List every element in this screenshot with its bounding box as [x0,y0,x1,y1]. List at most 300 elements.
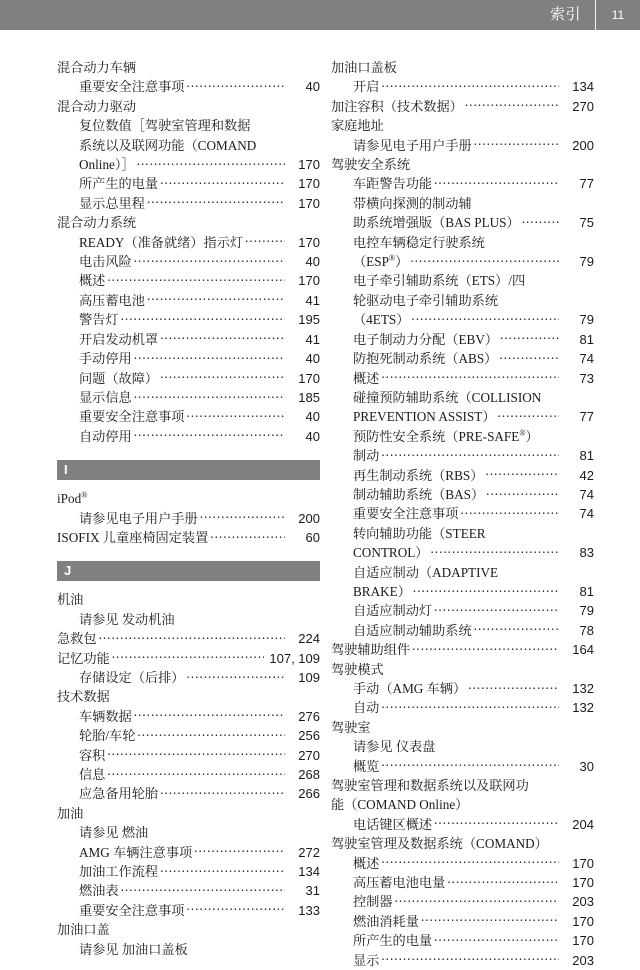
index-entry-label: READY（准备就绪）指示灯 [79,234,244,250]
index-entry-sub[interactable] [331,698,594,717]
index-entry-label: 预防性安全系统（PRE-SAFE®） [353,428,539,444]
index-entry-page-number: 200 [572,137,594,153]
index-entry-sub[interactable] [331,271,594,290]
dot-leader [381,370,559,383]
index-entry-sub[interactable] [57,330,320,349]
dot-leader [381,758,559,771]
index-entry-sub[interactable] [57,271,320,290]
index-entry-page-number: 75 [579,215,594,231]
index-entry-page-number: 109 [298,669,320,685]
index-entry-sub[interactable] [57,940,320,959]
index-entry-page-number: 272 [298,844,320,860]
index-entry-page-number: 276 [298,708,320,724]
index-entry-sub[interactable] [57,369,320,388]
dot-leader [160,863,285,876]
index-entry-label: 电击风险 [79,254,132,270]
index-entry-label: 警告灯 [79,312,119,328]
index-entry-label: 转向辅助功能（STEER [353,525,486,541]
index-entry-main[interactable] [331,155,594,174]
dot-leader [410,253,559,266]
index-entry-label: 助系统增强版（BAS PLUS） [353,215,520,231]
index-entry-label: 存储设定（后排） [79,669,185,685]
dot-leader [107,747,285,760]
index-entry-page-number: 170 [298,370,320,386]
index-entry-page-number: 42 [579,467,594,483]
index-entry-page-number: 30 [579,758,594,774]
index-entry-sub[interactable] [57,881,320,900]
index-entry-sub[interactable] [57,116,320,135]
index-entry-page-number: 77 [579,176,594,192]
index-entry-page-number: 170 [298,195,320,211]
index-entry-label: Online）］ [79,157,135,173]
index-entry-sub[interactable] [331,466,594,485]
index-entry-page-number: 73 [579,370,594,386]
index-entry-label: 混合动力车辆 [57,60,137,75]
dot-leader [465,98,559,111]
dot-leader [160,785,285,798]
index-entry-sub[interactable] [331,524,594,543]
index-entry-sub[interactable] [331,504,594,523]
index-entry-label: 所产生的电量 [353,933,433,949]
index-content [0,30,640,968]
index-entry-sub[interactable] [331,931,594,950]
index-entry-main[interactable] [331,640,594,659]
index-entry-label: 自动停用 [79,428,132,444]
index-entry-sub[interactable] [331,873,594,892]
dot-leader [434,816,559,829]
index-entry-sub[interactable] [331,737,594,756]
index-entry-label: 请参见 发动机油 [79,611,175,627]
index-entry-label: 驾驶室管理及数据系统（COMAND） [331,836,548,852]
index-entry-page-number: 132 [572,700,594,716]
index-entry-label: 请参见电子用户手册 [353,137,472,153]
index-entry-label: PREVENTION ASSIST） [353,409,496,425]
index-entry-label: 请参见 仪表盘 [353,739,436,755]
index-entry-page-number: 170 [298,157,320,173]
index-entry-page-number: 40 [305,409,320,425]
dot-leader [499,350,559,363]
index-entry-sub[interactable] [57,668,320,687]
section-letter-bar [57,460,320,480]
index-entry-label: （4ETS） [353,312,410,328]
index-entry-main[interactable] [57,804,320,823]
index-entry-label: CONTROL） [353,545,429,561]
index-entry-sub[interactable] [57,233,320,252]
index-entry-sub[interactable] [331,892,594,911]
index-entry-label: 概述 [353,855,380,871]
index-entry-sub[interactable] [331,854,594,873]
index-entry-page-number: 164 [572,642,594,658]
index-entry-sub[interactable] [331,213,594,232]
index-entry-page-number: 170 [572,855,594,871]
dot-leader [461,505,560,518]
index-entry-page-number: 31 [305,883,320,899]
index-entry-page-number: 134 [572,79,594,95]
index-entry-label: 加注容积（技术数据） [331,98,463,114]
dot-leader [485,467,559,480]
index-entry-main[interactable] [331,97,594,116]
index-entry-label: 应急备用轮胎 [79,786,159,802]
index-entry-sub[interactable] [57,610,320,629]
index-entry-label: 混合动力驱动 [57,98,137,114]
dot-leader [147,195,285,208]
dot-leader [134,428,285,441]
index-entry-main[interactable] [57,920,320,939]
index-entry-page-number: 81 [579,583,594,599]
dot-leader [134,253,285,266]
index-entry-label: 重要安全注意事项 [79,409,185,425]
index-entry-sub[interactable] [57,901,320,920]
index-entry-sub[interactable] [331,446,594,465]
registered-mark-icon: ® [519,428,526,438]
dot-leader [381,447,559,460]
dot-leader [381,952,559,965]
dot-leader [112,650,265,663]
index-entry-main[interactable] [331,116,594,135]
index-entry-sub[interactable] [331,679,594,698]
index-entry-page-number: 74 [579,506,594,522]
dot-leader [447,874,559,887]
dot-leader [121,882,285,895]
index-entry-page-number: 77 [579,409,594,425]
index-entry-sub[interactable] [57,388,320,407]
index-entry-page-number: 170 [572,933,594,949]
index-entry-page-number: 170 [298,273,320,289]
index-entry-page-number: 132 [572,681,594,696]
index-entry-label: 高压蓄电池 [79,292,145,308]
index-entry-sub[interactable] [331,912,594,931]
index-entry-page-number: 74 [579,351,594,367]
index-entry-page-number: 40 [305,254,320,270]
index-entry-label-suffix: ） [395,254,409,270]
page-title: 索引 [549,6,581,23]
index-entry-sub[interactable] [57,862,320,881]
dot-leader [137,727,285,740]
index-entry-label: 燃油消耗量 [353,913,419,929]
page-number: 11 [611,8,625,22]
index-entry-label: 开启 [353,79,380,95]
index-entry-sub[interactable] [331,310,594,329]
index-entry-sub[interactable] [57,427,320,446]
index-entry-label-suffix: ） [525,428,539,444]
index-entry-main[interactable] [57,649,320,668]
dot-leader [486,486,559,499]
index-entry-sub[interactable] [57,746,320,765]
index-entry-sub[interactable] [331,815,594,834]
index-entry-label: 防抱死制动系统（ABS） [353,351,498,367]
section-letter: J [64,563,72,579]
dot-leader [99,630,285,643]
index-entry-label: 重要安全注意事项 [79,902,185,918]
index-entry-main[interactable] [57,213,320,232]
index-entry-main[interactable] [57,97,320,116]
index-column-left [57,58,320,959]
index-entry-page-number: 270 [298,747,320,763]
dot-leader [434,602,559,615]
index-entry-label: 问题（故障） [79,370,159,386]
index-entry-label: 容积 [79,747,106,763]
index-entry-page-number: 195 [298,312,320,328]
dot-leader [160,331,285,344]
index-entry-label: 能（COMAND Online） [331,797,469,813]
dot-leader [107,272,285,285]
dot-leader [381,855,559,868]
index-entry-label: 车辆数据 [79,708,132,724]
index-entry-sub[interactable] [57,726,320,745]
index-entry-sub[interactable] [331,369,594,388]
dot-leader [498,408,559,421]
index-entry-main[interactable] [57,629,320,648]
index-entry-label: ISOFIX 儿童座椅固定装置 [57,529,209,545]
index-entry-page-number: 134 [298,864,320,880]
dot-leader [395,893,559,906]
index-entry-sub[interactable] [57,310,320,329]
index-entry-page-number: 79 [579,254,594,270]
dot-leader [187,669,286,682]
index-entry-sub[interactable] [331,543,594,562]
index-entry-page-number: 79 [579,312,594,328]
index-entry-label: 自适应制动辅助系统 [353,622,472,638]
index-entry-page-number: 170 [298,176,320,192]
index-entry-page-number: 107, 109 [269,650,320,666]
index-entry-sub[interactable] [331,407,594,426]
index-entry-label: 概览 [353,758,380,774]
index-entry-sub[interactable] [331,291,594,310]
section-letter: I [64,462,68,478]
index-entry-label: 自适应制动灯 [353,603,433,619]
dot-leader [134,389,285,402]
dot-leader [194,844,285,857]
index-entry-label: 驾驶安全系统 [331,157,411,173]
index-entry-label: 加油工作流程 [79,864,159,880]
index-entry-label: BRAKE） [353,583,411,599]
index-entry-label: 控制器 [353,894,393,910]
index-entry-main[interactable] [57,58,320,77]
index-entry-page-number: 203 [572,894,594,910]
index-entry-sub[interactable] [331,563,594,582]
index-entry-main[interactable] [57,590,320,609]
index-entry-label: 带横向探测的制动辅 [353,195,472,211]
dot-leader [474,622,559,635]
index-entry-page-number: 203 [572,952,594,968]
index-entry-page-number: 185 [298,389,320,405]
index-entry-label: 技术数据 [57,689,110,705]
index-entry-label: 重要安全注意事项 [79,79,185,95]
index-entry-label: 再生制动系统（RBS） [353,467,484,483]
index-entry-main[interactable] [57,528,320,547]
dot-leader [137,156,285,169]
index-entry-page-number: 41 [305,292,320,308]
index-entry-page-number: 270 [572,98,594,114]
index-entry-sub[interactable] [331,951,594,970]
index-entry-sub[interactable] [57,291,320,310]
index-entry-page-number: 83 [579,545,594,561]
dot-leader [134,350,285,363]
index-entry-sub[interactable] [57,707,320,726]
index-entry-label: 轮驱动电子牵引辅助系统 [353,292,499,308]
index-entry-label: 显示 [353,952,380,968]
index-entry-page-number: 266 [298,786,320,802]
index-entry-main[interactable] [57,687,320,706]
dot-leader [134,708,285,721]
index-entry-sub[interactable] [57,174,320,193]
index-entry-label: 请参见 加油口盖板 [79,941,188,957]
index-entry-label: 轮胎/车轮 [79,728,136,744]
index-entry-page-number: 170 [572,875,594,891]
index-entry-label: 车距警告功能 [353,176,433,192]
index-entry-label: 电子制动力分配（EBV） [353,331,499,347]
index-entry-main[interactable] [57,489,320,508]
index-entry-sub[interactable] [331,136,594,155]
dot-leader [381,699,559,712]
dot-leader [421,913,559,926]
index-entry-label: 请参见 燃油 [79,825,149,841]
index-entry-sub[interactable] [57,765,320,784]
index-entry-sub[interactable] [331,757,594,776]
index-entry-label: 请参见电子用户手册 [79,510,198,526]
index-entry-label: 家庭地址 [331,118,384,134]
index-entry-label: 自适应制动（ADAPTIVE [353,564,499,580]
index-entry-sub[interactable] [57,349,320,368]
index-entry-page-number: 78 [579,622,594,638]
index-entry-label: 手动（AMG 车辆） [353,681,467,696]
index-entry-main[interactable] [331,660,594,679]
index-entry-label: 高压蓄电池电量 [353,875,446,891]
index-entry-main[interactable] [331,58,594,77]
index-entry-sub[interactable] [331,252,594,271]
index-entry-sub[interactable] [57,252,320,271]
dot-leader [411,311,559,324]
index-entry-label: 显示总里程 [79,195,145,211]
index-entry-sub[interactable] [331,427,594,446]
index-entry-label: 显示信息 [79,389,132,405]
index-entry-label: 机油 [57,592,84,608]
index-entry-sub[interactable] [57,77,320,96]
index-entry-label: 驾驶室管理和数据系统以及联网功 [331,778,529,794]
index-entry-label: 所产生的电量 [79,176,159,192]
dot-leader [187,902,286,915]
index-entry-label: 急救包 [57,631,97,647]
registered-mark-icon: ® [388,253,396,263]
index-entry-page-number: 170 [572,913,594,929]
index-entry-sub[interactable] [57,823,320,842]
index-entry-main[interactable] [331,834,594,853]
index-column-right [331,58,594,970]
index-entry-sub[interactable] [331,330,594,349]
index-entry-label: 电控车辆稳定行驶系统 [353,234,485,250]
index-entry-sub[interactable] [331,194,594,213]
dot-leader [160,175,285,188]
dot-leader [434,175,559,188]
index-entry-sub[interactable] [57,136,320,155]
dot-leader [500,331,559,344]
index-entry-sub[interactable] [331,582,594,601]
index-entry-sub[interactable] [57,509,320,528]
index-entry-label: 加油口盖板 [331,60,397,75]
index-entry-label: 制动 [353,448,380,464]
index-entry-sub[interactable] [331,388,594,407]
dot-leader [187,408,286,421]
index-entry-label: 复位数值［驾驶室管理和数据 [79,118,251,134]
dot-leader [210,529,285,542]
index-entry-page-number: 170 [298,234,320,250]
dot-leader [412,641,559,654]
dot-leader [245,234,285,247]
index-entry-sub[interactable] [57,784,320,803]
dot-leader [187,78,286,91]
index-entry-label: 电子牵引辅助系统（ETS）/四 [353,273,526,289]
index-entry-label: 概述 [353,370,380,386]
index-entry-main[interactable] [331,795,594,814]
index-entry-page-number: 133 [298,902,320,918]
index-entry-label: 记忆功能 [57,650,110,666]
index-entry-sub[interactable] [331,233,594,252]
index-entry-label: 手动停用 [79,351,132,367]
index-entry-sub[interactable] [57,407,320,426]
index-entry-sub[interactable] [331,349,594,368]
dot-leader [474,137,559,150]
index-entry-page-number: 79 [579,603,594,619]
dot-leader [107,766,285,779]
section-letter-bar [57,561,320,581]
index-entry-label: 概述 [79,273,106,289]
index-entry-page-number: 204 [572,816,594,832]
index-entry-sub[interactable] [57,155,320,174]
dot-leader [147,292,285,305]
index-entry-label: 系统以及联网功能（COMAND [79,137,257,153]
index-entry-sub[interactable] [331,485,594,504]
index-entry-page-number: 224 [298,631,320,647]
index-entry-label: 驾驶模式 [331,661,384,677]
index-entry-sub[interactable] [57,194,320,213]
index-entry-sub[interactable] [331,621,594,640]
dot-leader [200,510,285,523]
index-entry-label: 驾驶室 [331,719,371,735]
index-entry-page-number: 40 [305,428,320,444]
page-header [0,0,640,30]
index-entry-page-number: 74 [579,486,594,502]
index-entry-label: 碰撞预防辅助系统（COLLISION [353,389,542,405]
index-entry-page-number: 40 [305,351,320,367]
index-entry-label: 开启发动机罩 [79,331,159,347]
index-entry-page-number: 60 [305,529,320,545]
dot-leader [121,311,285,324]
index-entry-label: iPod® [57,490,88,507]
index-entry-label: 自动 [353,700,380,716]
index-entry-sub[interactable] [331,77,594,96]
index-entry-main[interactable] [331,776,594,795]
index-entry-label: 加油 [57,805,84,821]
index-entry-sub[interactable] [57,843,320,862]
index-entry-sub[interactable] [331,174,594,193]
index-entry-label: 信息 [79,767,106,782]
index-entry-label: 加油口盖 [57,922,110,938]
index-entry-label: 混合动力系统 [57,215,137,231]
index-entry-page-number: 40 [305,79,320,95]
dot-leader [160,370,285,383]
dot-leader [381,78,559,91]
index-entry-sub[interactable] [331,601,594,620]
index-entry-label: 制动辅助系统（BAS） [353,486,485,502]
index-entry-main[interactable] [331,718,594,737]
index-entry-label: 重要安全注意事项 [353,506,459,522]
dot-leader [430,544,559,557]
index-entry-page-number: 41 [305,331,320,347]
dot-leader [413,583,559,596]
index-entry-page-number: 81 [579,331,594,347]
index-entry-page-number: 200 [298,510,320,526]
index-entry-label: 电话键区概述 [353,816,433,832]
